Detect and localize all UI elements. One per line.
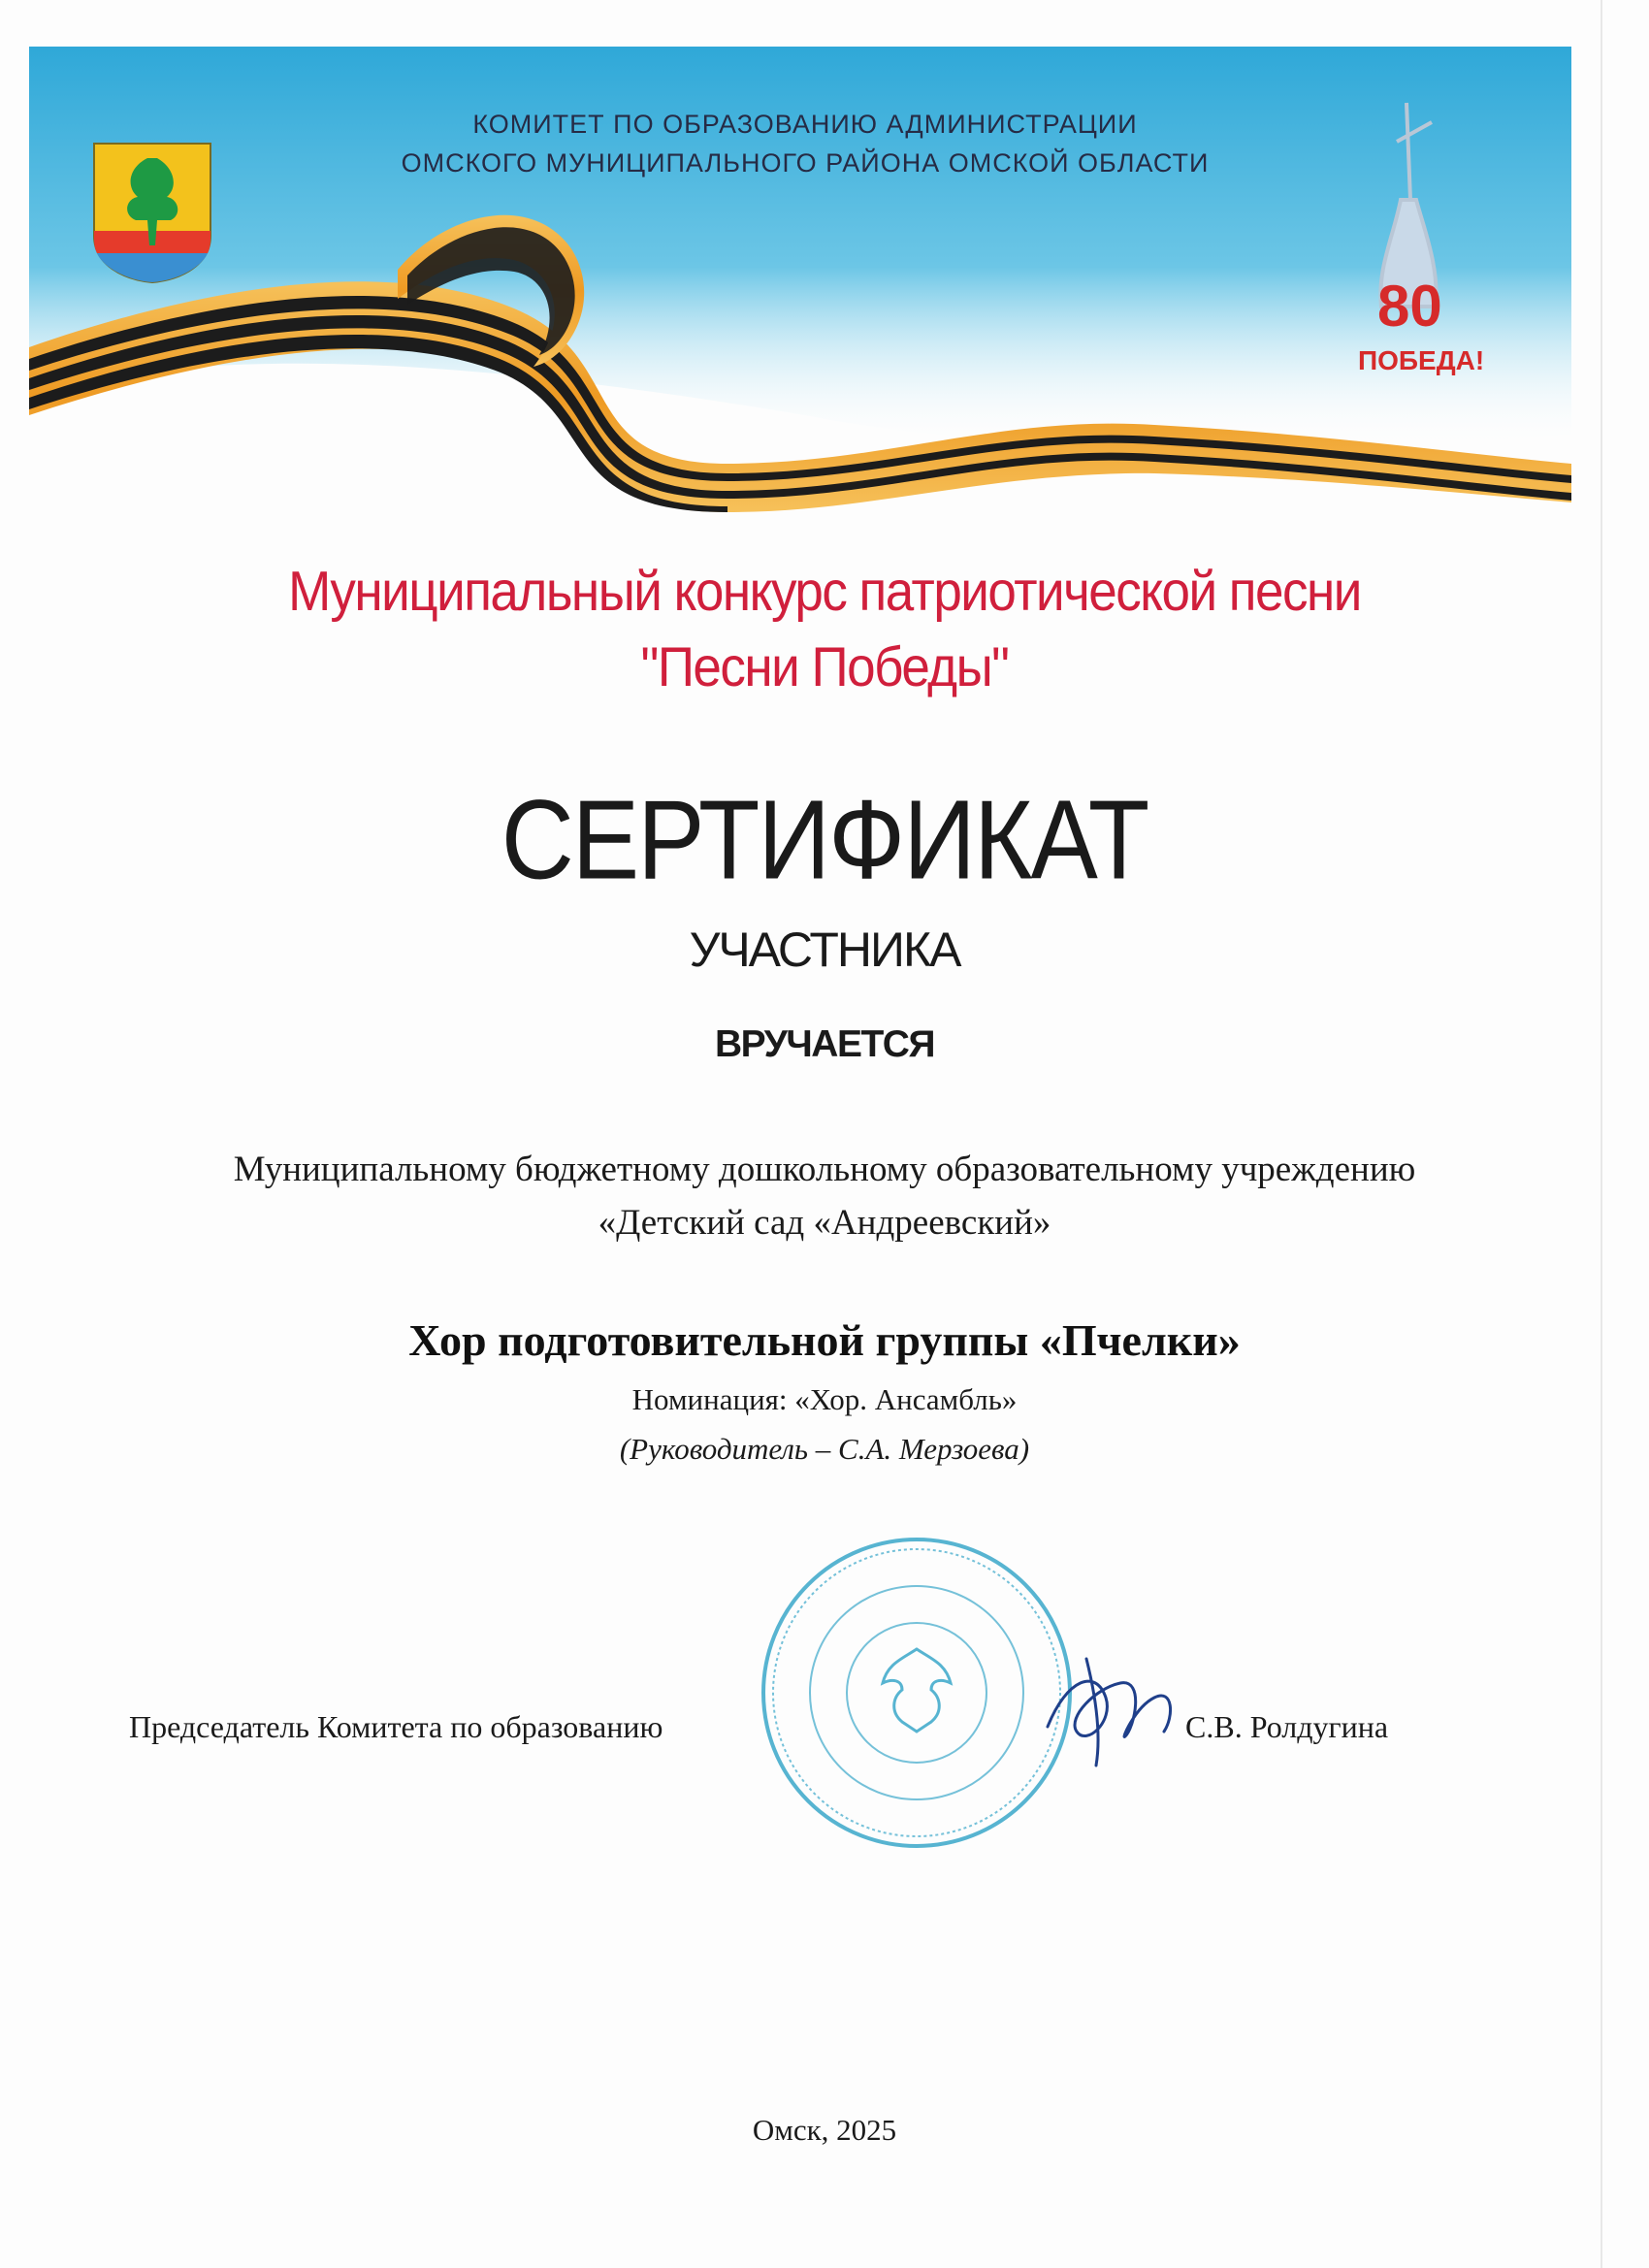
- recipient-line1: Муниципальному бюджетному дошкольному образовательному учреждению: [233, 1150, 1416, 1189]
- page-edge: [1600, 0, 1602, 2268]
- victory-80-logo: [1339, 83, 1494, 394]
- contest-title-line2: "Песни Победы": [640, 636, 1009, 698]
- victory-number: 80: [1377, 274, 1442, 339]
- contest-title-line1: Муниципальный конкурс патриотической песни: [288, 561, 1361, 624]
- victory-word: ПОБЕДА!: [1358, 345, 1485, 375]
- handwritten-signature: [1028, 1639, 1193, 1775]
- signatory-name: С.В. Ролдугина: [1185, 1709, 1389, 1744]
- certificate-subtitle: УЧАСТНИКА: [689, 923, 960, 977]
- org-title-line2: ОМСКОГО МУНИЦИПАЛЬНОГО РАЙОНА ОМСКОЙ ОБЛАСТИ: [401, 148, 1210, 178]
- org-title-line1: КОМИТЕТ ПО ОБРАЗОВАНИЮ АДМИНИСТРАЦИИ: [472, 110, 1138, 139]
- group-name: Хор подготовительной группы «Пчелки»: [408, 1315, 1241, 1365]
- organization-title: [320, 105, 1290, 182]
- district-coat-of-arms-icon: [89, 139, 215, 284]
- certificate-title: СЕРТИФИКАТ: [501, 777, 1148, 904]
- awarded-label: ВРУЧАЕТСЯ: [714, 1023, 935, 1065]
- signatory-title: Председатель Комитета по образованию: [129, 1709, 663, 1744]
- header-banner: [29, 47, 1571, 512]
- recipient-institution: [0, 1143, 1649, 1249]
- nomination: Номинация: «Хор. Ансамбль»: [631, 1382, 1018, 1416]
- contest-title: [146, 555, 1504, 706]
- recipient-line2: «Детский сад «Андреевский»: [598, 1203, 1051, 1243]
- leader-name: (Руководитель – С.А. Мерзоева): [619, 1432, 1030, 1466]
- place-and-date: Омск, 2025: [752, 2113, 897, 2147]
